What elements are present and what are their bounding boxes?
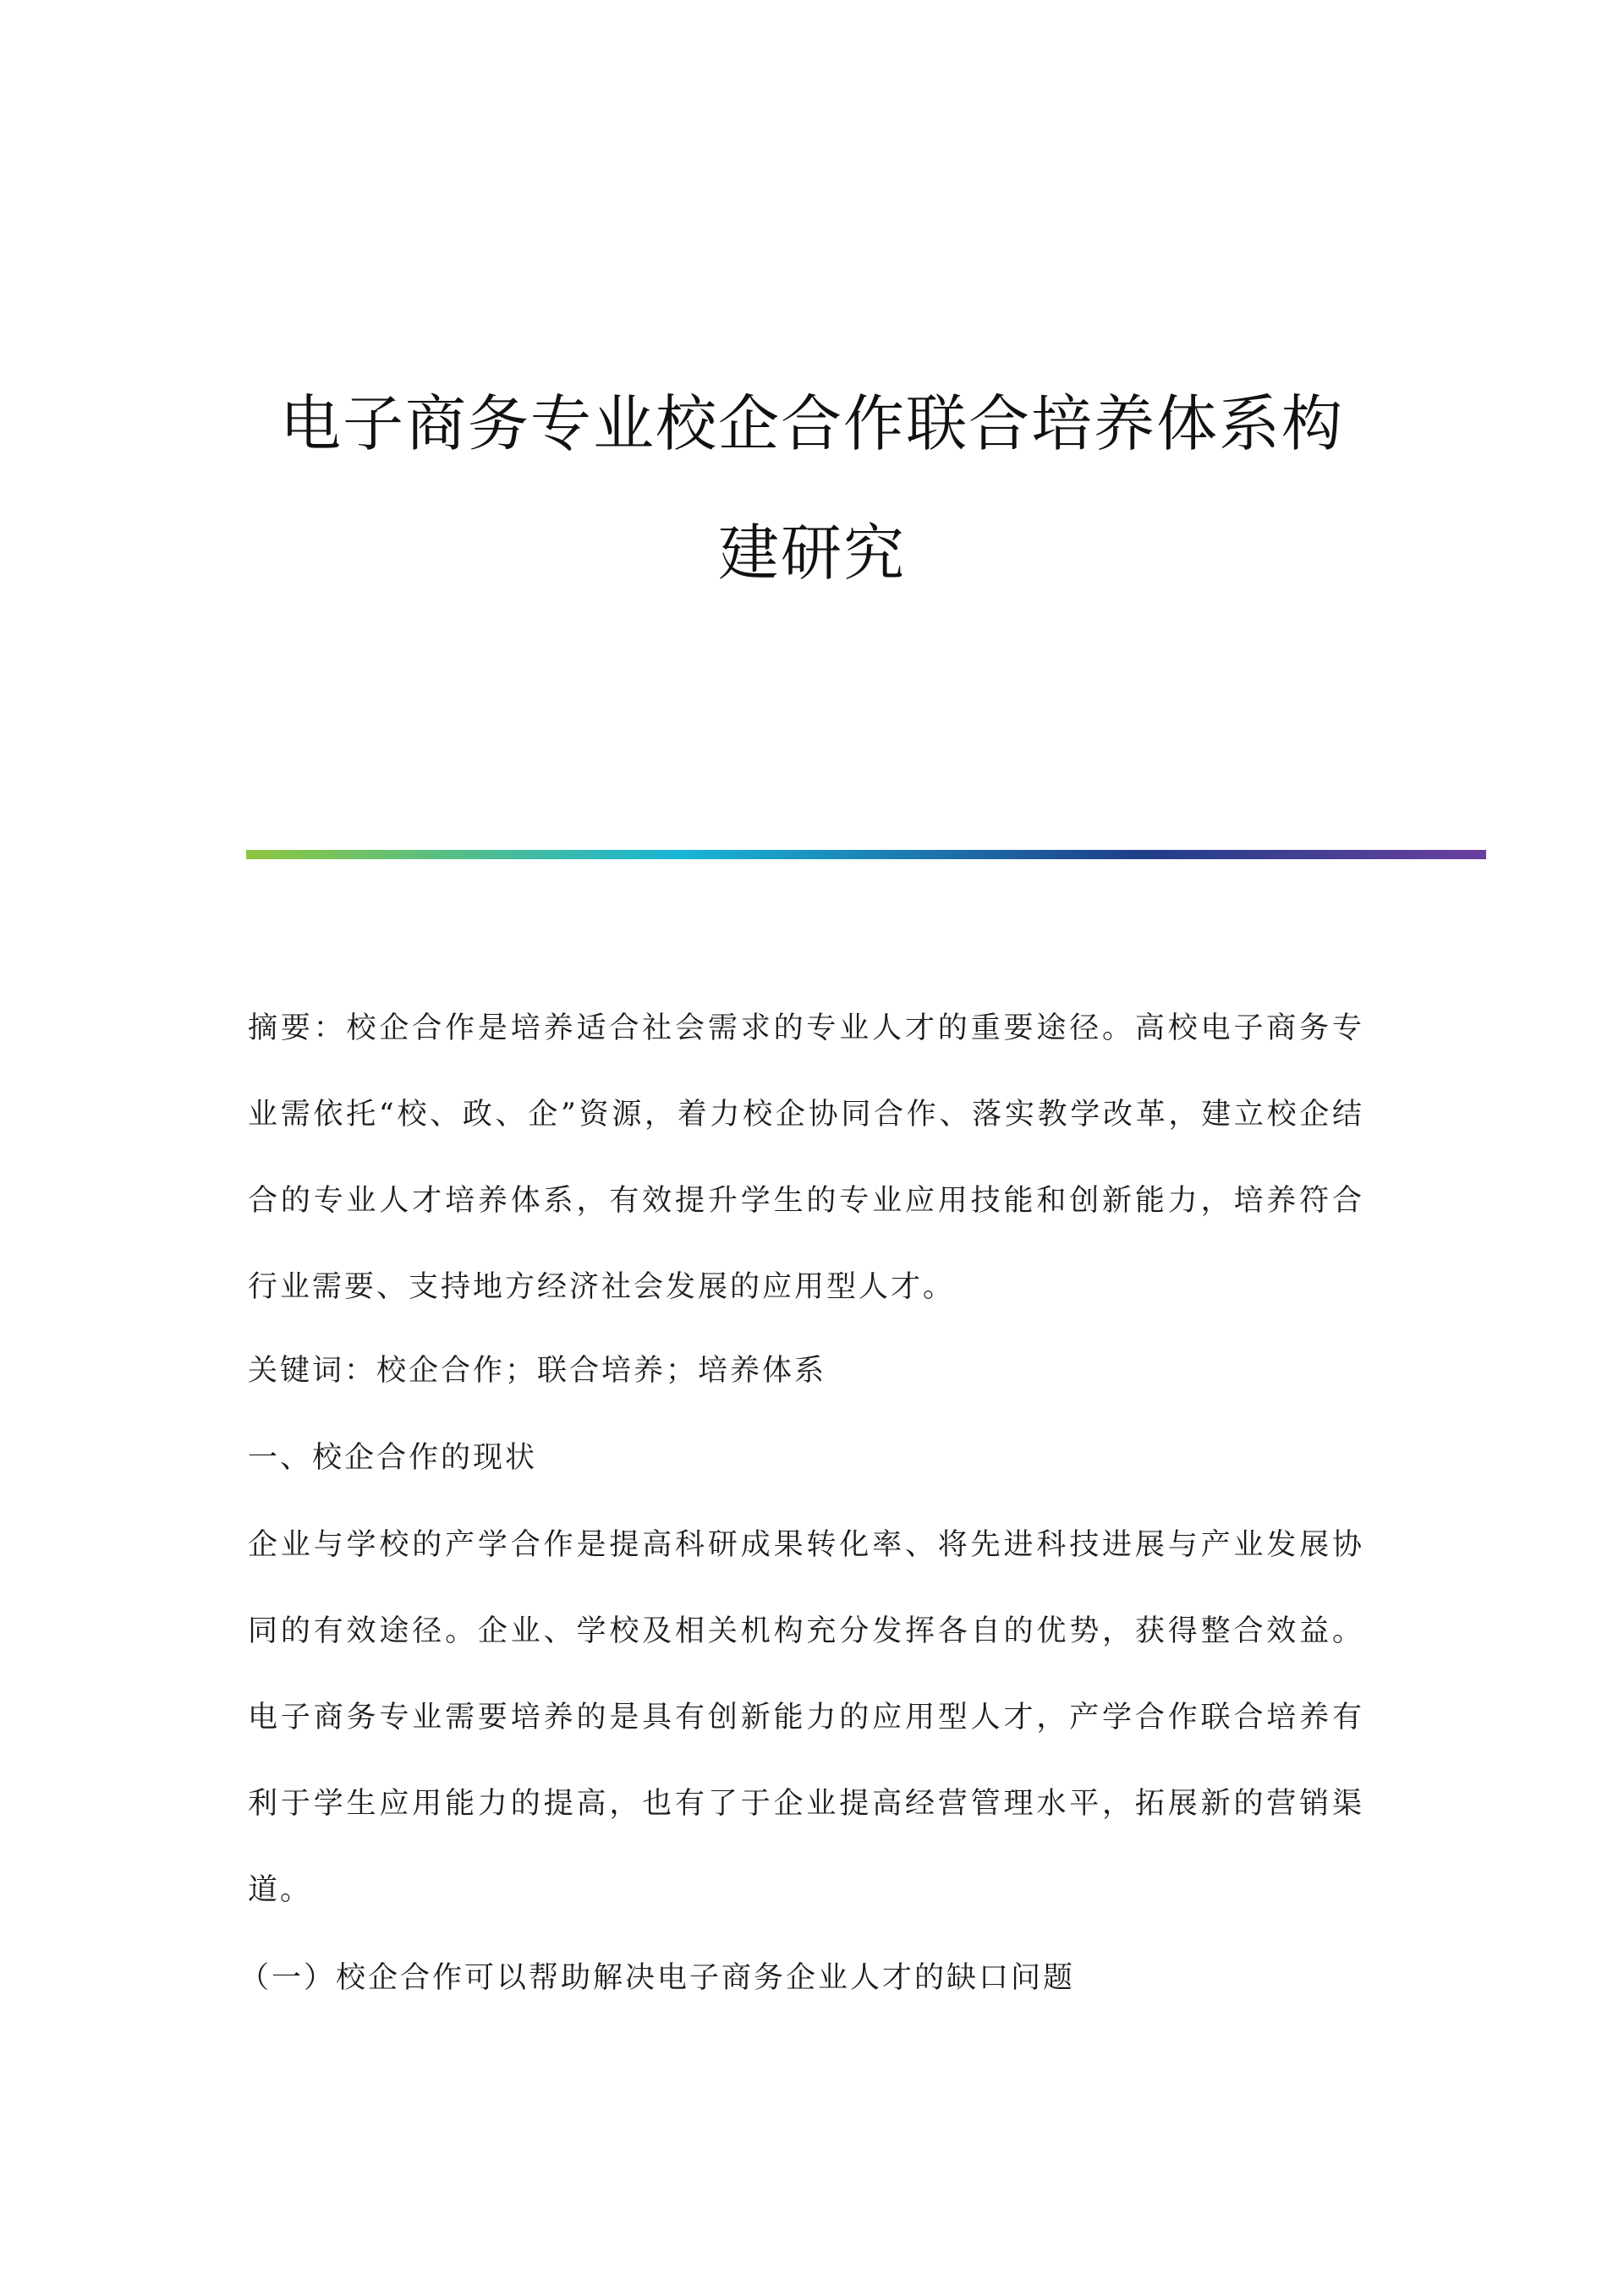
document-title-line-2: 建研究 <box>717 518 906 589</box>
abstract-paragraph: 摘要：校企合作是培养适合社会需求的专业人才的重要途径。高校电子商务专业需依托“校、政、企”资源，着力校企协同合作、落实教学改革，建立校企结合的专业人才培养体系，有效提升学生的专业应用技能和创新能力，培养符合行业需要、支持地方经济社会发展的应用型人才。 <box>248 1011 1364 1304</box>
section-paragraph: 企业与学校的产学合作是提高科研成果转化率、将先进科技进展与产业发展协同的有效途径。企业、学校及相关机构充分发挥各自的优势，获得整合效益。电子商务专业需要培养的是具有创新能力的应用型人才，产学合作联合培养有利于学生应用能力的提高，也有了于企业提高经营管理水平，拓展新的营销渠道。 <box>248 1528 1364 1907</box>
keywords-line: 关键词：校企合作；联合培养；培养体系 <box>248 1354 827 1388</box>
document-title-line-1: 电子商务专业校企合作联合培养体系构 <box>279 388 1344 459</box>
subsection-heading: （一）校企合作可以帮助解决电子商务企业人才的缺口问题 <box>239 1961 1076 1995</box>
title-divider <box>246 850 1486 859</box>
section-heading: 一、校企合作的现状 <box>248 1441 538 1475</box>
